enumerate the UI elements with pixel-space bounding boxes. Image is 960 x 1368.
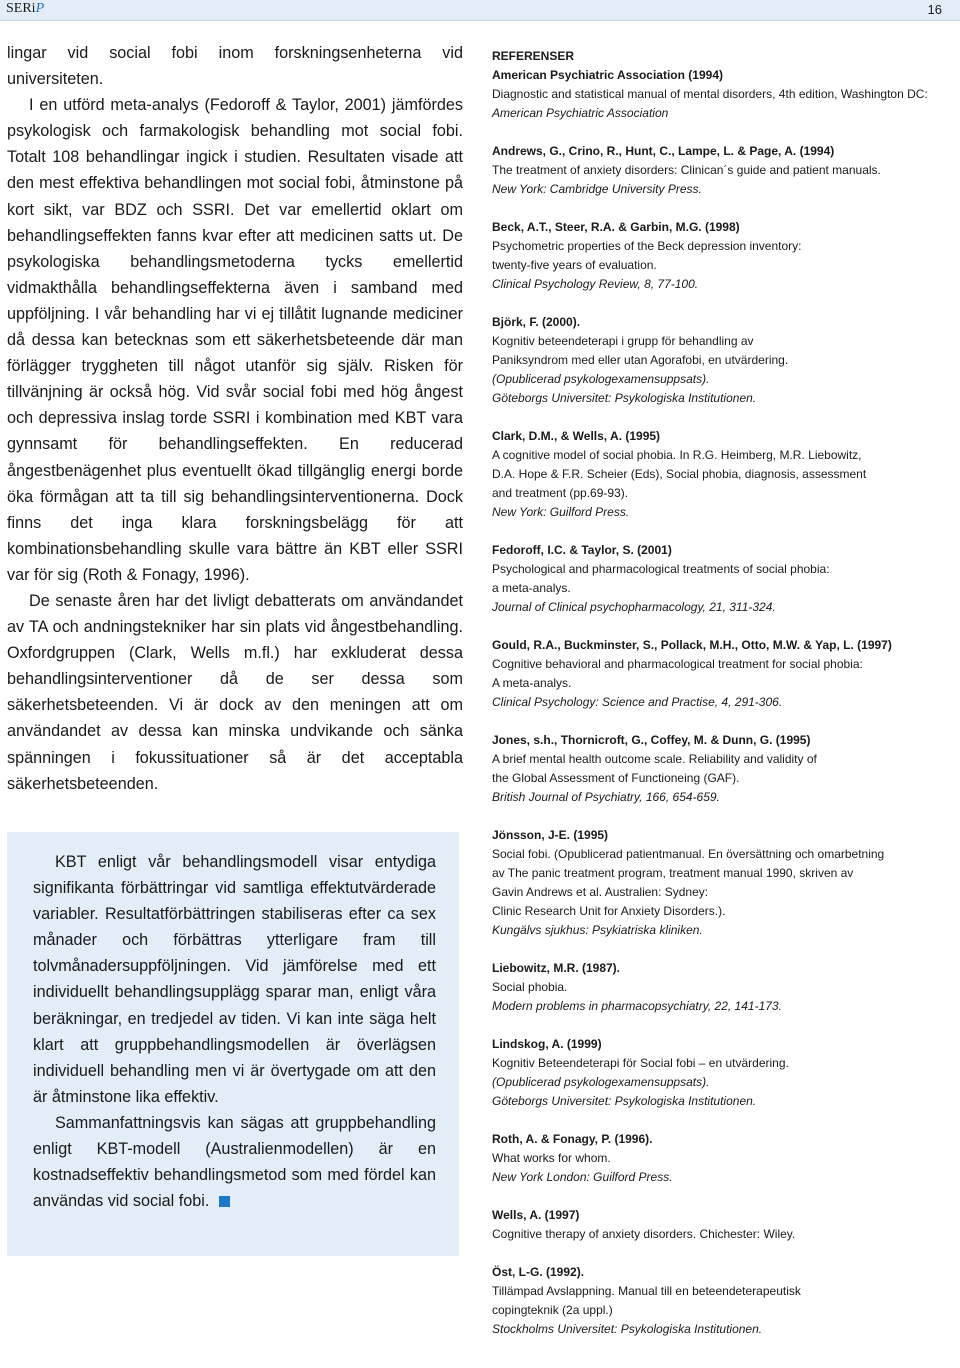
logo-accent: P (35, 1, 45, 16)
reference-entry (492, 1130, 958, 1187)
reference-entry (492, 427, 958, 522)
reference-line: Kognitiv beteendeterapi i grupp för behandling av (492, 334, 754, 348)
references-list (492, 66, 958, 1339)
references-heading: REFERENSER (492, 49, 575, 63)
reference-authors: Jones, s.h., Thornicroft, G., Coffey, M. & Dunn, G. (1995) (492, 733, 811, 747)
reference-entry (492, 1035, 958, 1111)
reference-line: Paniksyndrom med eller utan Agorafobi, en utvärdering. (492, 353, 789, 367)
reference-entry (492, 731, 958, 807)
reference-authors: Lindskog, A. (1999) (492, 1037, 602, 1051)
reference-line: and treatment (pp.69-93). (492, 486, 629, 500)
reference-line: A cognitive model of social phobia. In R.G. Heimberg, M.R. Liebowitz, (492, 448, 862, 462)
reference-line: Göteborgs Universitet: Psykologiska Institutionen. (492, 391, 757, 405)
reference-line: Diagnostic and statistical manual of mental disorders, 4th edition, Washington DC: (492, 87, 928, 101)
reference-line: A meta-analys. (492, 676, 572, 690)
reference-line: Social phobia. (492, 980, 568, 994)
reference-authors: American Psychiatric Association (1994) (492, 68, 723, 82)
reference-line: A brief mental health outcome scale. Reliability and validity of (492, 752, 817, 766)
reference-line: a meta-analys. (492, 581, 571, 595)
reference-authors: Fedoroff, I.C. & Taylor, S. (2001) (492, 543, 672, 557)
reference-line: Journal of Clinical psychopharmacology, 21, 311-324. (492, 600, 776, 614)
end-mark-square-icon (219, 1196, 230, 1207)
reference-entry (492, 636, 958, 712)
reference-line: What works for whom. (492, 1151, 611, 1165)
reference-line: Modern problems in pharmacopsychiatry, 22, 141-173. (492, 999, 782, 1013)
reference-line: twenty-five years of evaluation. (492, 258, 657, 272)
reference-entry (492, 142, 958, 199)
reference-authors: Beck, A.T., Steer, R.A. & Garbin, M.G. (1998) (492, 220, 740, 234)
reference-line: D.A. Hope & F.R. Scheier (Eds), Social phobia, diagnosis, assessment (492, 467, 867, 481)
reference-authors: Andrews, G., Crino, R., Hunt, C., Lampe, L. & Page, A. (1994) (492, 144, 835, 158)
summary-box (7, 832, 459, 1256)
summary-paragraph-text: Sammanfattningsvis kan sägas att gruppbehandling enligt KBT-modell (Australienmodellen) är en kostnadseffektiv behandlingsmetod som med fördel kan användas vid social fobi. (33, 1113, 436, 1211)
reference-line: Kognitiv Beteendeterapi för Social fobi – en utvärdering. (492, 1056, 789, 1070)
page-header (0, 0, 960, 21)
reference-line: Social fobi. (Opublicerad patientmanual. En översättning och omarbetning (492, 847, 885, 861)
page-number: 16 (927, 2, 942, 17)
reference-line: Cognitive behavioral and pharmacological treatment for social phobia: (492, 657, 863, 671)
reference-entry (492, 541, 958, 617)
reference-line: New York London: Guilford Press. (492, 1170, 673, 1184)
reference-authors: Roth, A. & Fonagy, P. (1996). (492, 1132, 653, 1146)
summary-paragraph: KBT enligt vår behandlingsmodell visar entydiga signifikanta förbättringar vid samtliga effektutvärderade variabler. Resultatförbättringen stabiliseras efter ca sex månader och förbättras ytterligare fram till tolvmånadersuppföljningen. Vid jämförelse med ett individuellt behandlingsupplägg sparar man, enligt våra beräkningar, en tredjedel av tiden. Vi kan inte säga helt klart att gruppbehandlingsmodellen är överlägsen individuell behandling men vi är övertygade om att den är åtminstone lika effektiv. (33, 853, 436, 1106)
reference-line: (Opublicerad psykologexamensuppsats). (492, 372, 710, 386)
reference-line: Clinical Psychology: Science and Practise, 4, 291-306. (492, 695, 783, 709)
reference-line: Stockholms Universitet: Psykologiska Institutionen. (492, 1322, 763, 1336)
reference-line: the Global Assessment of Functioneing (GAF). (492, 771, 740, 785)
reference-entry (492, 66, 958, 123)
reference-line: Gavin Andrews et al. Australien: Sydney: (492, 885, 709, 899)
reference-line: copingteknik (2a uppl.) (492, 1303, 613, 1317)
reference-line: av The panic treatment program, treatment manual 1990, skriven av (492, 866, 854, 880)
reference-line: Tillämpad Avslappning. Manual till en beteendeterapeutisk (492, 1284, 801, 1298)
reference-line: Göteborgs Universitet: Psykologiska Institutionen. (492, 1094, 757, 1108)
reference-entry (492, 218, 958, 294)
reference-line: Cognitive therapy of anxiety disorders. Chichester: Wiley. (492, 1227, 796, 1241)
reference-line: Clinic Research Unit for Anxiety Disorders.). (492, 904, 726, 918)
reference-line: Kungälvs sjukhus: Psykiatriska kliniken. (492, 923, 703, 937)
reference-authors: Björk, F. (2000). (492, 315, 581, 329)
reference-authors: Öst, L-G. (1992). (492, 1265, 585, 1279)
logo-prefix: SERi (6, 1, 36, 16)
body-paragraph: lingar vid social fobi inom forskningsenheterna vid universiteten. (7, 44, 463, 89)
reference-line: New York: Cambridge University Press. (492, 182, 702, 196)
references-column (492, 47, 958, 1358)
reference-entry (492, 1206, 958, 1244)
reference-authors: Gould, R.A., Buckminster, S., Pollack, M.H., Otto, M.W. & Yap, L. (1997) (492, 638, 892, 652)
reference-authors: Liebowitz, M.R. (1987). (492, 961, 621, 975)
body-paragraph: De senaste åren har det livligt debatterats om användandet av TA och andningstekniker har sin plats vid ångestbehandling. Oxfordgruppen (Clark, Wells m.fl.) har exkluderat dessa behandlingsinterventioner då de ser dessa som säkerhetsbeteenden. Vi är dock av den meningen att om användandet av dessa kan minska undvikande och sänka spänningen i fokussituationer så är det acceptabla säkerhetsbeteenden. (7, 591, 463, 793)
reference-line: New York: Guilford Press. (492, 505, 630, 519)
body-text-column (7, 40, 463, 797)
journal-logo (6, 1, 44, 17)
reference-entry (492, 313, 958, 408)
reference-line: Psychological and pharmacological treatments of social phobia: (492, 562, 830, 576)
reference-line: British Journal of Psychiatry, 166, 654-659. (492, 790, 720, 804)
summary-paragraph (33, 1110, 436, 1214)
reference-line: Psychometric properties of the Beck depression inventory: (492, 239, 802, 253)
body-paragraph: I en utförd meta-analys (Fedoroff & Taylor, 2001) jämfördes psykologisk och farmakologisk behandling mot social fobi. Totalt 108 behandlingar ingick i studien. Resultaten visade att den mest effektiva behandlingen mot social fobi, åtminstone på kort sikt, var BDZ och SSRI. Det var emellertid oklart om behandlingseffekten fanns kvar efter att medicinen satts ut. De psykologiska behandlingsmetoderna tycks emellertid vidmakthålla behandlingseffekterna även i samband med uppföljning. I vår behandling har vi ej tillåtit lugnande mediciner då dessa kan betecknas som ett säkerhetsbeteende där man förlägger tryggheten till något utanför sig själv. Risken för tillvänjning är också hög. Vid svår social fobi med hög ångest och depressiva inslag torde SSRI i kombination med KBT vara gynnsamt för behandlingseffekten. En reducerad ångestbenägenhet plus eventuellt ökad tillgänglig energi borde öka förmågan att ta till sig behandlingsinterventionerna. Dock finns det inga klara forskningsbelägg för att kombinationsbehandling skulle vara bättre än KBT eller SSRI var för sig (Roth & Fonagy, 1996). (7, 96, 463, 584)
reference-line: American Psychiatric Association (492, 106, 669, 120)
reference-line: Clinical Psychology Review, 8, 77-100. (492, 277, 699, 291)
reference-line: (Opublicerad psykologexamensuppsats). (492, 1075, 710, 1089)
reference-authors: Jönsson, J-E. (1995) (492, 828, 609, 842)
reference-entry (492, 959, 958, 1016)
reference-line: The treatment of anxiety disorders: Clinican´s guide and patient manuals. (492, 163, 881, 177)
reference-entry (492, 826, 958, 940)
reference-authors: Wells, A. (1997) (492, 1208, 580, 1222)
reference-entry (492, 1263, 958, 1339)
reference-authors: Clark, D.M., & Wells, A. (1995) (492, 429, 661, 443)
